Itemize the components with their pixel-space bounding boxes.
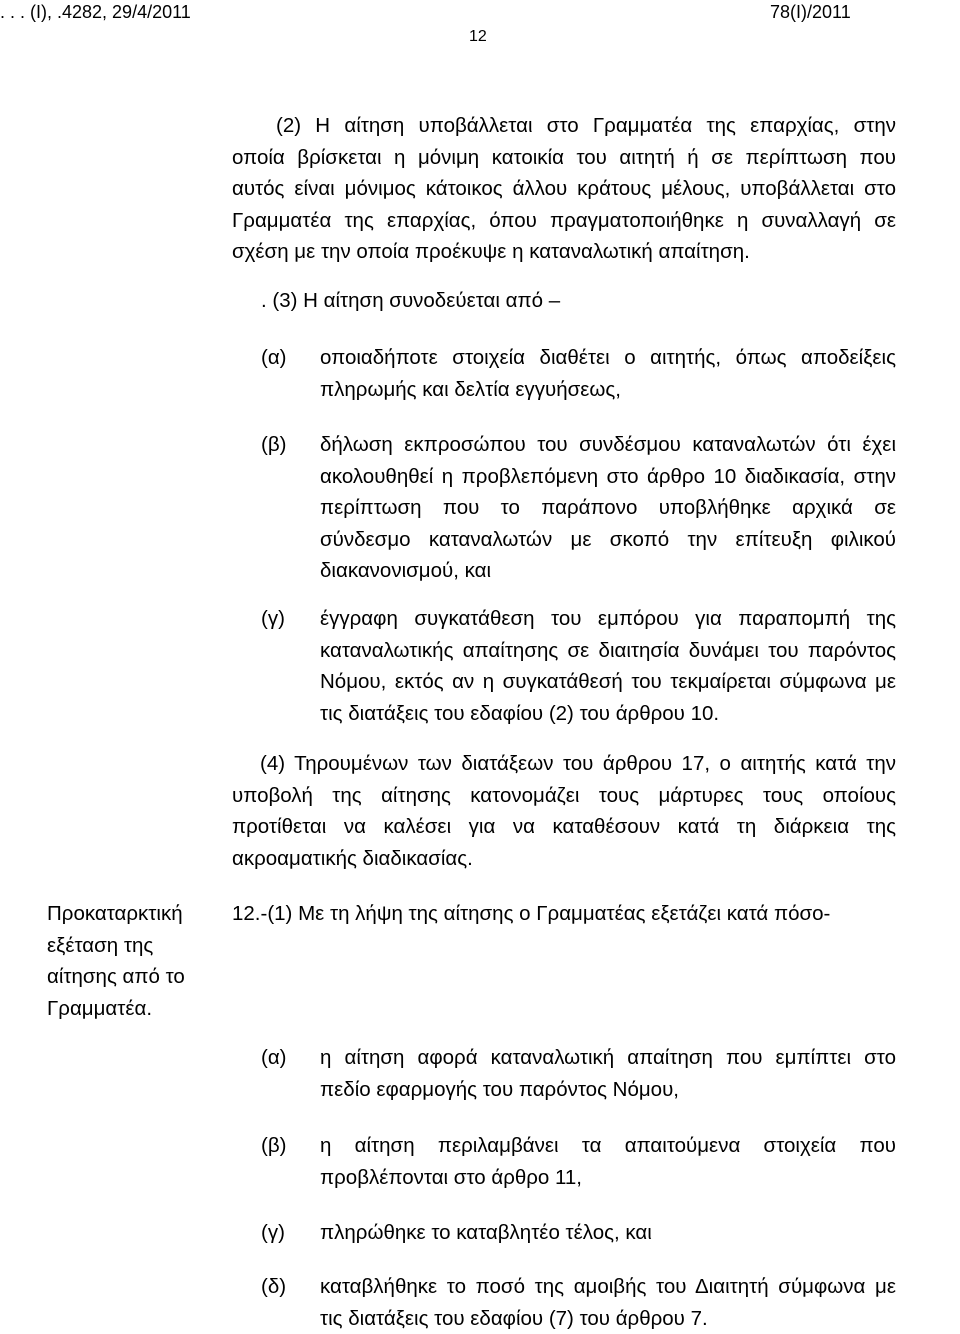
paragraph-line: Γραμματέα της επαρχίας, όπου πραγματοποιήθηκε η συναλλαγή σε — [232, 208, 896, 232]
item-line: σύνδεσμο καταναλωτών με σκοπό την επίτευξη φιλικού — [320, 527, 896, 551]
item-line: τις διατάξεις του εδαφίου (7) του άρθρου 7. — [320, 1306, 708, 1330]
paragraph-line: προτίθεται να καλέσει για να καταθέσουν κατά τη διάρκεια της — [232, 815, 896, 838]
item-line: καταναλωτικής απαίτησης σε διαιτησία δυνάμει του παρόντος — [320, 638, 896, 662]
item-line: έγγραφη συγκατάθεση του εμπόρου για παραπομπή της — [320, 607, 896, 630]
paragraph-line: οποία βρίσκεται η μόνιμη κατοικία του αιτητή ή σε περίπτωση που — [232, 145, 896, 169]
item-text — [320, 1217, 896, 1249]
item-text — [320, 1042, 896, 1105]
item-line: η αίτηση αφορά καταναλωτική απαίτηση που εμπίπτει στο — [320, 1046, 896, 1069]
item-text — [320, 603, 896, 729]
item-line: διακανονισμού, και — [320, 559, 491, 582]
item-marker: (β) — [261, 1134, 287, 1157]
marginal-note-line: αίτησης από το — [47, 965, 185, 988]
header-law-number: 78(Ι)/2011 — [770, 2, 851, 22]
marginal-note-line: Προκαταρκτική — [47, 902, 183, 925]
paragraph-2 — [232, 110, 896, 268]
item-marker: (β) — [261, 433, 287, 456]
marginal-note-line: Γραμματέα. — [47, 996, 153, 1020]
item-line: τις διατάξεις του εδαφίου (2) του άρθρου 10. — [320, 701, 720, 725]
paragraph-line: (2) Η αίτηση υποβάλλεται στο Γραμματέα της επαρχίας, στην — [276, 114, 896, 137]
item-line: προβλέπονται στο άρθρο 11, — [320, 1165, 583, 1189]
item-text — [320, 1271, 896, 1334]
item-line: καταβλήθηκε το ποσό της αμοιβής του Διαιτητή σύμφωνα με — [320, 1275, 896, 1298]
paragraph-4 — [232, 748, 896, 874]
paragraph-line: ακροαματικής διαδικασίας. — [232, 846, 473, 870]
section-12-intro: 12.-(1) Με τη λήψη της αίτησης ο Γραμματέας εξετάζει κατά πόσο- — [232, 902, 831, 925]
item-line: περίπτωση που το παράπονο υποβλήθηκε αρχικά σε — [320, 496, 896, 519]
item-line: πεδίο εφαρμογής του παρόντος Νόμου, — [320, 1077, 679, 1101]
paragraph-3-intro: . (3) Η αίτηση συνοδεύεται από – — [261, 289, 561, 312]
item-line: η αίτηση περιλαμβάνει τα απαιτούμενα στοιχεία που — [320, 1134, 896, 1157]
item-marker: (α) — [261, 346, 287, 369]
item-text — [320, 429, 896, 587]
item-marker: (α) — [261, 1046, 287, 1069]
marginal-note-line: εξέταση της — [47, 933, 154, 957]
item-marker: (γ) — [261, 607, 285, 630]
paragraph-line: υποβολή της αίτησης κατονομάζει τους μάρτυρες τους οποίους — [232, 783, 896, 807]
item-text — [320, 1130, 896, 1193]
paragraph-line: (4) Τηρουμένων των διατάξεων του άρθρου 17, ο αιτητής κατά την — [260, 752, 896, 775]
paragraph-line: αυτός είναι μόνιμος κάτοικος άλλου κράτους μέλους, υποβάλλεται στο — [232, 177, 896, 200]
page-number: 12 — [469, 28, 487, 45]
item-line: πληρωμής και δελτία εγγυήσεως, — [320, 377, 621, 401]
marginal-note — [47, 898, 185, 1024]
item-marker: (δ) — [261, 1275, 287, 1298]
item-line: Νόμου, εκτός αν η συγκατάθεσή του τεκμαίρεται σύμφωνα με — [320, 670, 896, 693]
paragraph-line: σχέση με την οποία προέκυψε η καταναλωτική απαίτηση. — [232, 240, 750, 263]
item-line: οποιαδήποτε στοιχεία διαθέτει ο αιτητής, όπως αποδείξεις — [320, 346, 896, 369]
item-marker: (γ) — [261, 1221, 285, 1244]
header-citation: . . . (Ι), .4282, 29/4/2011 — [0, 2, 191, 22]
item-line: πληρώθηκε το καταβλητέο τέλος, και — [320, 1221, 652, 1244]
item-line: ακολουθηθεί η προβλεπόμενη στο άρθρο 10 διαδικασία, στην — [320, 464, 896, 488]
item-line: δήλωση εκπροσώπου του συνδέσμου καταναλωτών ότι έχει — [320, 433, 896, 456]
item-text — [320, 342, 896, 405]
